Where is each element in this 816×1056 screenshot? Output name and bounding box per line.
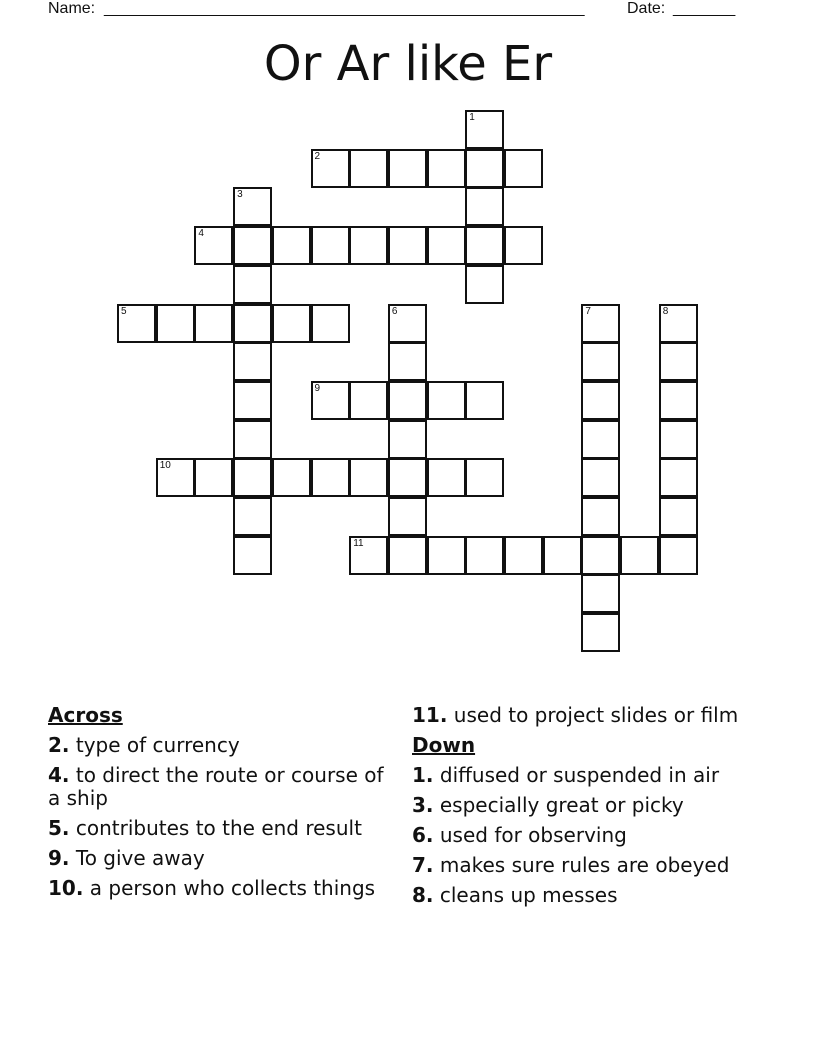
crossword-cell[interactable] [659,458,698,497]
clue-text: To give away [75,846,205,870]
clue-number: 7. [412,853,434,877]
crossword-cell[interactable] [581,613,620,652]
clue-text: especially great or picky [439,793,684,817]
clue-number: 6. [412,823,434,847]
crossword-cell[interactable] [543,536,582,575]
crossword-cell[interactable] [194,458,233,497]
crossword-cell[interactable] [233,420,272,459]
crossword-cell[interactable] [465,226,504,265]
clue-across-11 [412,704,752,727]
crossword-cell[interactable] [581,304,620,343]
cell-number: 6 [391,305,398,317]
crossword-cell[interactable] [117,304,156,343]
clue-number: 11. [412,703,448,727]
date-blank-line[interactable]: _______ [673,0,736,17]
crossword-cell[interactable] [233,187,272,226]
crossword-cell[interactable] [659,304,698,343]
cell-number: 2 [314,150,321,162]
crossword-cell[interactable] [388,458,427,497]
clue-text: a person who collects things [89,876,376,900]
clue-across-9 [48,847,398,870]
clues-right-column [412,704,752,914]
clue-text: used for observing [439,823,627,847]
clue-number: 2. [48,733,70,757]
crossword-cell[interactable] [504,149,543,188]
crossword-cell[interactable] [427,226,466,265]
crossword-cell[interactable] [427,381,466,420]
crossword-cell[interactable] [388,420,427,459]
crossword-cell[interactable] [388,381,427,420]
crossword-cell[interactable] [465,149,504,188]
clue-number: 8. [412,883,434,907]
crossword-cell[interactable] [581,497,620,536]
crossword-cell[interactable] [156,304,195,343]
crossword-cell[interactable] [349,536,388,575]
cell-number: 1 [469,112,475,123]
crossword-cell[interactable] [194,304,233,343]
crossword-cell[interactable] [659,342,698,381]
crossword-cell[interactable] [465,265,504,304]
clue-text: type of currency [75,733,240,757]
crossword-cell[interactable] [659,497,698,536]
clue-number: 5. [48,816,70,840]
crossword-cell[interactable] [388,226,427,265]
crossword-cell[interactable] [388,536,427,575]
crossword-cell[interactable] [388,149,427,188]
crossword-cell[interactable] [233,265,272,304]
crossword-cell[interactable] [272,458,311,497]
crossword-cell[interactable] [581,536,620,575]
clue-number: 9. [48,846,70,870]
crossword-cell[interactable] [581,574,620,613]
cell-number: 8 [662,305,669,317]
crossword-cell[interactable] [156,458,195,497]
crossword-cell[interactable] [311,304,350,343]
cell-number: 4 [198,228,204,240]
across-heading: Across [48,703,123,727]
crossword-cell[interactable] [504,536,543,575]
crossword-cell[interactable] [427,536,466,575]
crossword-cell[interactable] [349,226,388,265]
crossword-cell[interactable] [620,536,659,575]
cell-number: 11 [353,537,364,549]
cell-number: 7 [585,305,591,317]
crossword-cell[interactable] [233,458,272,497]
clue-across-4 [48,764,398,810]
crossword-cell[interactable] [233,381,272,420]
clue-number: 4. [48,763,70,787]
crossword-cell[interactable] [465,187,504,226]
crossword-cell[interactable] [233,304,272,343]
clue-text: cleans up messes [439,883,618,907]
clue-down-8 [412,884,752,907]
clue-text: to direct the route or course of a ship [48,763,384,810]
crossword-cell[interactable] [504,226,543,265]
crossword-cell[interactable] [659,536,698,575]
clue-number: 10. [48,876,84,900]
puzzle-title: Or Ar like Er [263,36,553,92]
crossword-cell[interactable] [233,497,272,536]
clue-number: 1. [412,763,434,787]
clue-down-7 [412,854,752,877]
crossword-cell[interactable] [311,149,350,188]
crossword-cell[interactable] [349,149,388,188]
clue-across-2 [48,734,398,757]
clue-text: contributes to the end result [75,816,362,840]
crossword-cell[interactable] [194,226,233,265]
crossword-cell[interactable] [465,381,504,420]
clue-down-1 [412,764,752,787]
crossword-cell[interactable] [581,381,620,420]
crossword-cell[interactable] [311,381,350,420]
crossword-cell[interactable] [388,342,427,381]
clue-text: used to project slides or film [453,703,739,727]
clue-down-6 [412,824,752,847]
clue-across-10 [48,877,398,900]
crossword-cell[interactable] [388,497,427,536]
crossword-cell[interactable] [311,226,350,265]
date-label: Date: [627,0,666,17]
crossword-cell[interactable] [233,226,272,265]
cell-number: 3 [237,189,243,201]
cell-number: 10 [159,460,171,472]
crossword-cell[interactable] [427,149,466,188]
crossword-cell[interactable] [465,458,504,497]
cell-number: 9 [314,382,321,394]
crossword-cell[interactable] [233,536,272,575]
crossword-cell[interactable] [233,342,272,381]
crossword-cell[interactable] [581,420,620,459]
crossword-cell[interactable] [659,381,698,420]
clue-across-5 [48,817,398,840]
crossword-cell[interactable] [465,110,504,149]
clue-text: makes sure rules are obeyed [439,853,730,877]
crossword-cell[interactable] [388,304,427,343]
crossword-cell[interactable] [349,381,388,420]
crossword-cell[interactable] [272,304,311,343]
crossword-cell[interactable] [311,458,350,497]
clue-down-3 [412,794,752,817]
clue-number: 3. [412,793,434,817]
down-heading: Down [412,733,476,757]
crossword-cell[interactable] [465,536,504,575]
crossword-cell[interactable] [659,420,698,459]
name-label: Name: [48,0,96,17]
crossword-cell[interactable] [349,458,388,497]
crossword-cell[interactable] [581,342,620,381]
crossword-cell[interactable] [427,458,466,497]
name-blank-line[interactable]: ______________________________________________________ [104,0,585,17]
crossword-cell[interactable] [581,458,620,497]
clue-text: diffused or suspended in air [439,763,720,787]
clues-left-column [48,704,398,907]
crossword-cell[interactable] [272,226,311,265]
cell-number: 5 [121,305,127,317]
